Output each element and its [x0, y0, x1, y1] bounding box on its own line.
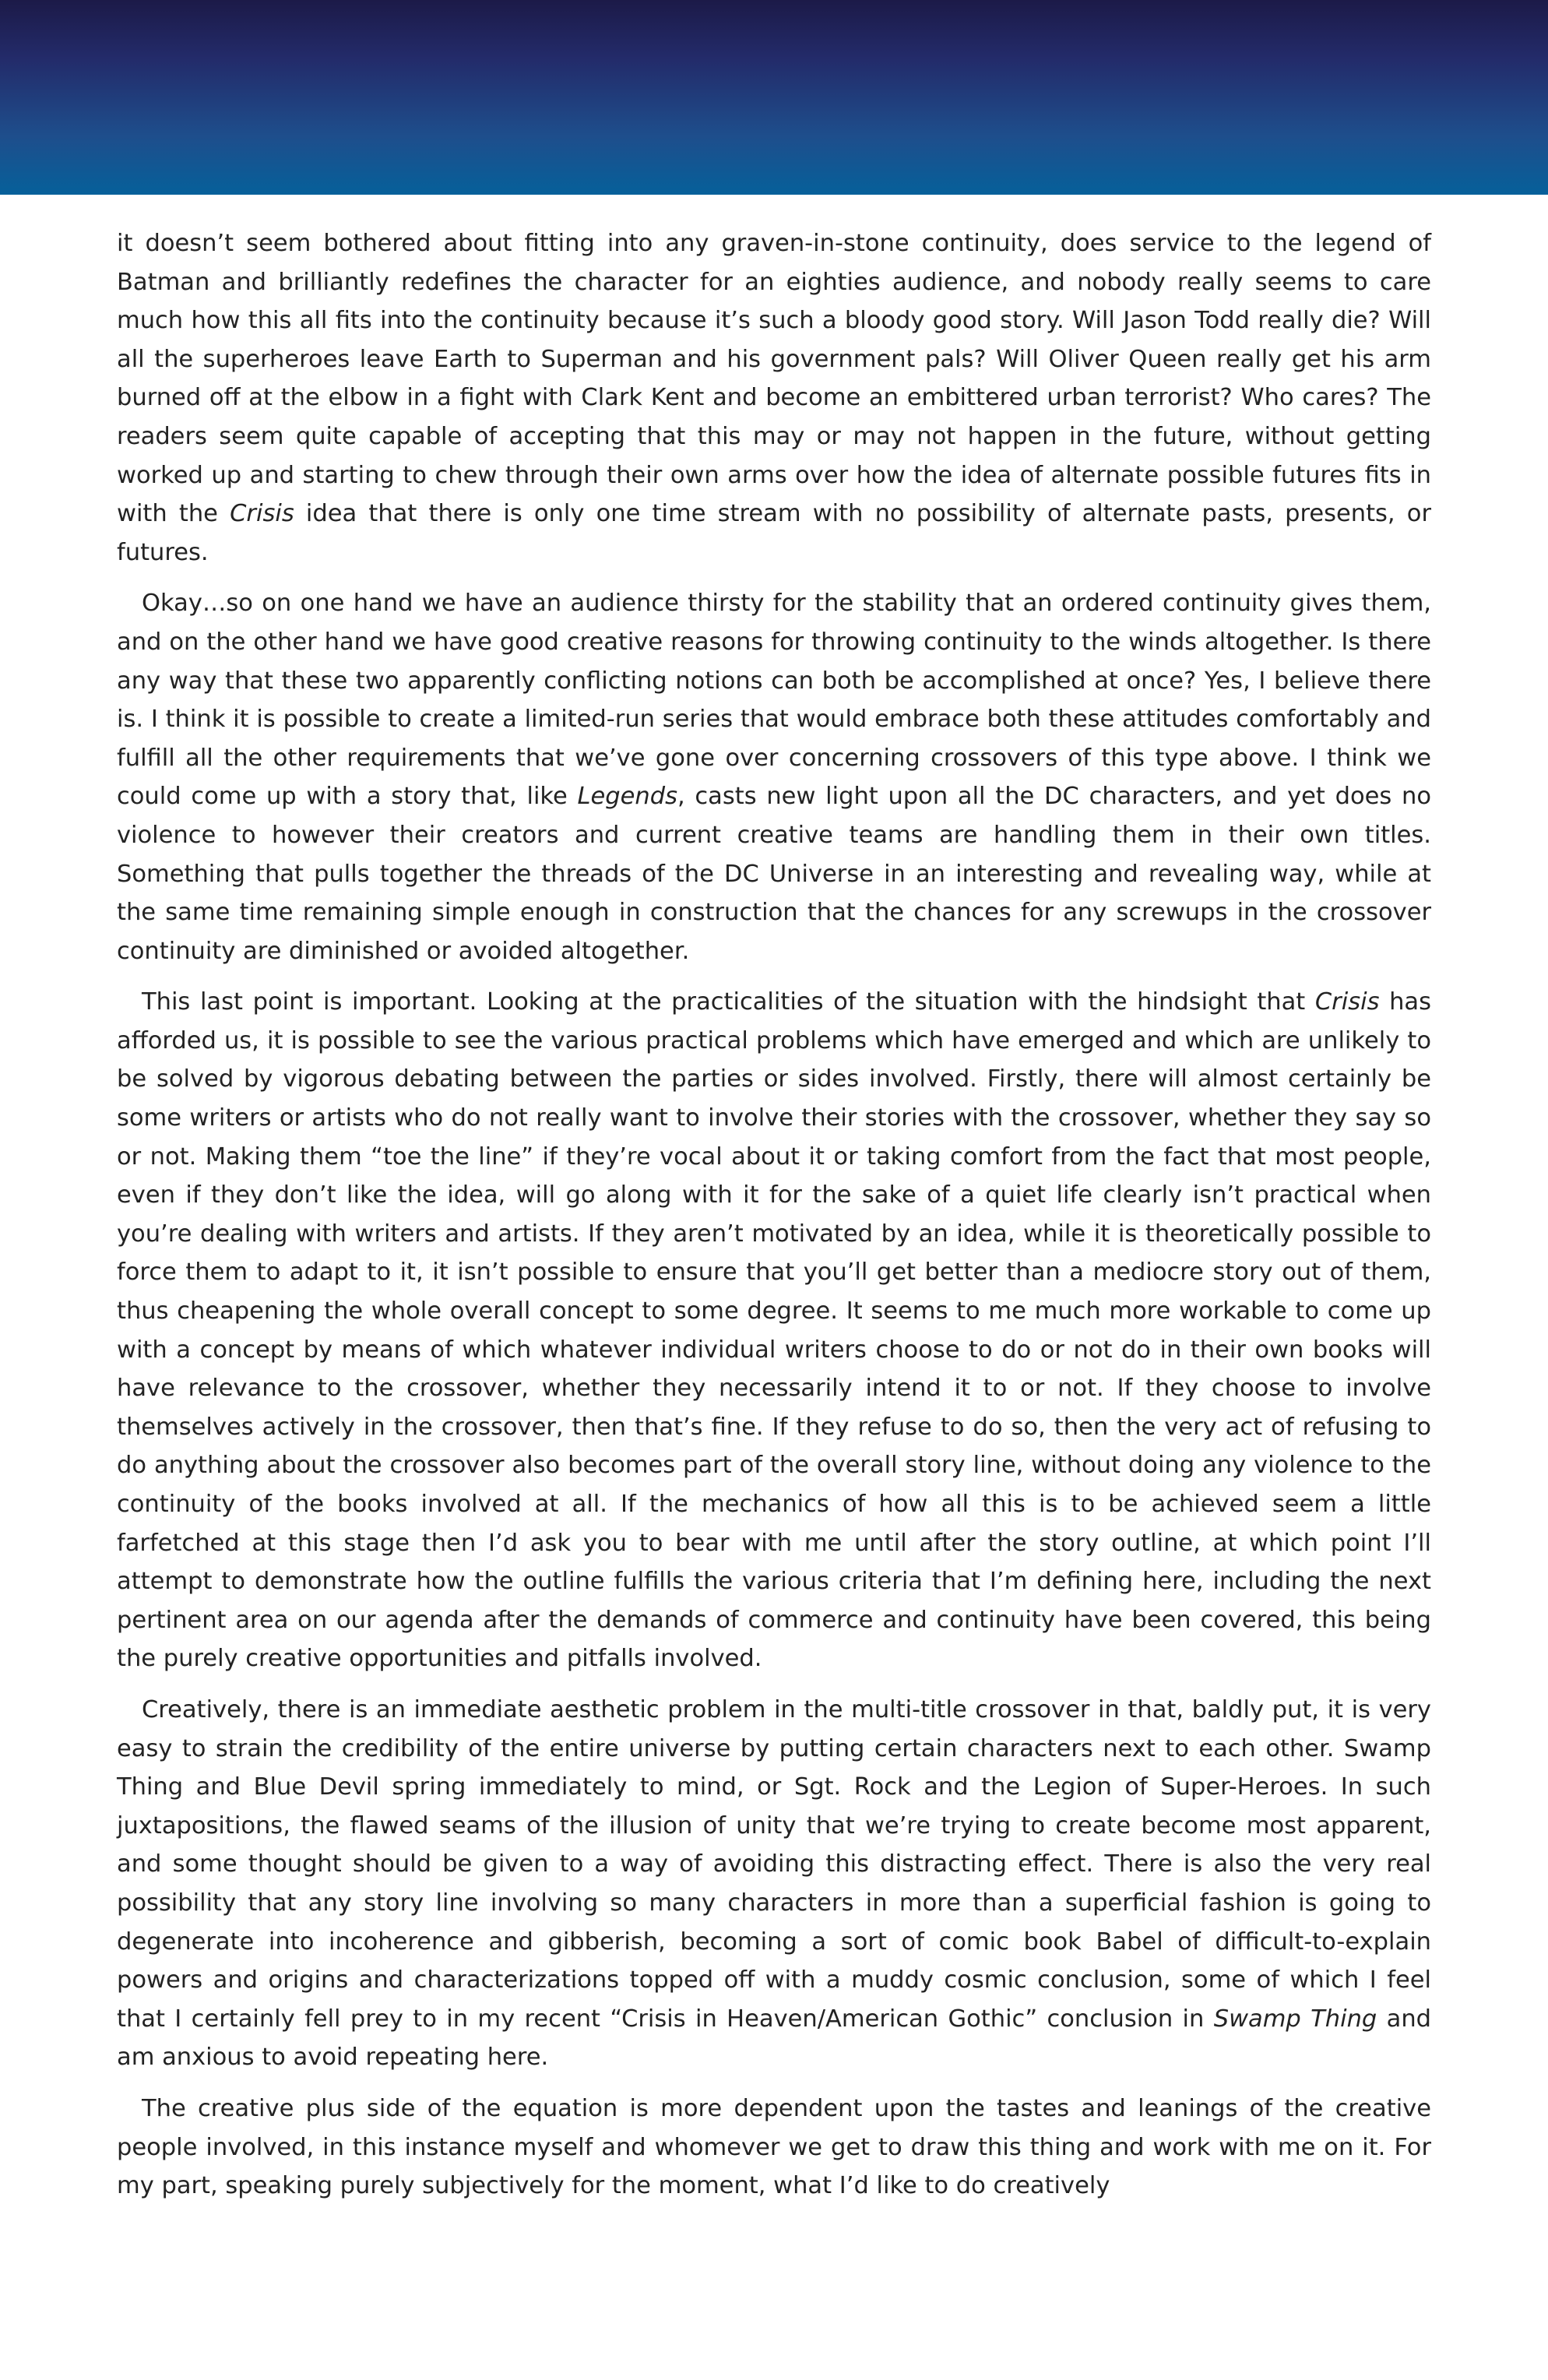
title-crisis: Crisis: [1314, 988, 1380, 1016]
title-crisis: Crisis: [230, 500, 294, 528]
title-legends: Legends: [577, 783, 677, 811]
title-swamp-thing: Swamp Thing: [1213, 2005, 1377, 2033]
paragraph-5: The creative plus side of the equation is more dependent upon the tastes and leanings of the creative people involved, in this instance myself and whomever we get to draw this thing and work with me on it. For my part, speaking purely subjectively for the moment, what I’d like to do creatively: [117, 2094, 1431, 2200]
header-banner: [0, 0, 1548, 195]
paragraph-3: This last point is important. Looking at the practicalities of the situation with the hindsight that Crisis has afforded us, it is possible to see the various practical problems which have emerged and which are unlikely to be solved by vigorous debating between the parties or sides involved. Firstly, there will almost certainly be some writers or artists who do not really want to involve their stories with the crossover, whether they say so or not. Making them “toe the line” if they’re vocal about it or taking comfort from the fact that most people, even if they don’t like the idea, will go along with it for the sake of a quiet life clearly isn’t practical when you’re dealing with writers and artists. If they aren’t motivated by an idea, while it is theoretically possible to force them to adapt to it, it isn’t possible to ensure that you’ll get better than a mediocre story out of them, thus cheapening the whole overall concept to some degree. It seems to me much more workable to come up with a concept by means of which whatever individual writers choose to do or not do in their own books will have relevance to the crossover, whether they necessarily intend it to or not. If they choose to involve themselves actively in the crossover, then that’s fine. If they refuse to do so, then the very act of refusing to do anything about the crossover also becomes part of the overall story line, without doing any violence to the continuity of the books involved at all. If the mechanics of how all this is to be achieved seem a little farfetched at this stage then I’d ask you to bear with me until after the story outline, at which point I’ll attempt to demonstrate how the outline fulfills the various criteria that I’m defining here, including the next pertinent area on our agenda after the demands of commerce and continuity have been covered, this being the purely creative opportunities and pitfalls involved.: [117, 988, 1432, 1673]
paragraph-1: it doesn’t seem bothered about fitting into any graven-in-stone continuity, does service to the legend of Batman and brilliantly redefines the character for an eighties audience, and nobody really seems to care much how this all fits into the continuity because it’s such a bloody good story. Will Jason Todd really die? Will all the superheroes leave Earth to Superman and his government pals? Will Oliver Queen really get his arm burned off at the elbow in a fight with Clark Kent and become an embittered urban terrorist? Who cares? The readers seem quite capable of accepting that this may or may not happen in the future, without getting worked up and starting to chew through their own arms over how the idea of alternate possible futures fits in with the Crisis idea that there is only one time stream with no possibility of alternate pasts, presents, or futures.: [117, 230, 1431, 566]
paragraph-2: Okay…so on one hand we have an audience thirsty for the stability that an ordered continuity gives them, and on the other hand we have good creative reasons for throwing continuity to the winds altogether. Is there any way that these two apparently conflicting notions can both be accomplished at once? Yes, I believe there is. I think it is possible to create a limited-run series that would embrace both these attitudes comfortably and fulfill all the other requirements that we’ve gone over concerning crossovers of this type above. I think we could come up with a story that, like Legends, casts new light upon all the DC characters, and yet does no violence to however their creators and current creative teams are handling them in their own titles. Something that pulls together the threads of the DC Universe in an interesting and revealing way, while at the same time remaining simple enough in construction that the chances for any screwups in the crossover continuity are diminished or avoided altogether.: [117, 590, 1431, 965]
paragraph-4: Creatively, there is an immediate aesthetic problem in the multi-title crossover in that, baldly put, it is very easy to strain the credibility of the entire universe by putting certain characters next to each other. Swamp Thing and Blue Devil spring immediately to mind, or Sgt. Rock and the Legion of Super-Heroes. In such juxtapositions, the flawed seams of the illusion of unity that we’re trying to create become most apparent, and some thought should be given to a way of avoiding this distracting effect. There is also the very real possibility that any story line involving so many characters in more than a superficial fashion is going to degenerate into incoherence and gibberish, becoming a sort of comic book Babel of difficult-to-explain powers and origins and characterizations topped off with a muddy cosmic conclusion, some of which I feel that I certainly fell prey to in my recent “Crisis in Heaven/American Gothic” conclusion in Swamp Thing and am anxious to avoid repeating here.: [117, 1695, 1432, 2072]
article-body: [117, 224, 1431, 2218]
